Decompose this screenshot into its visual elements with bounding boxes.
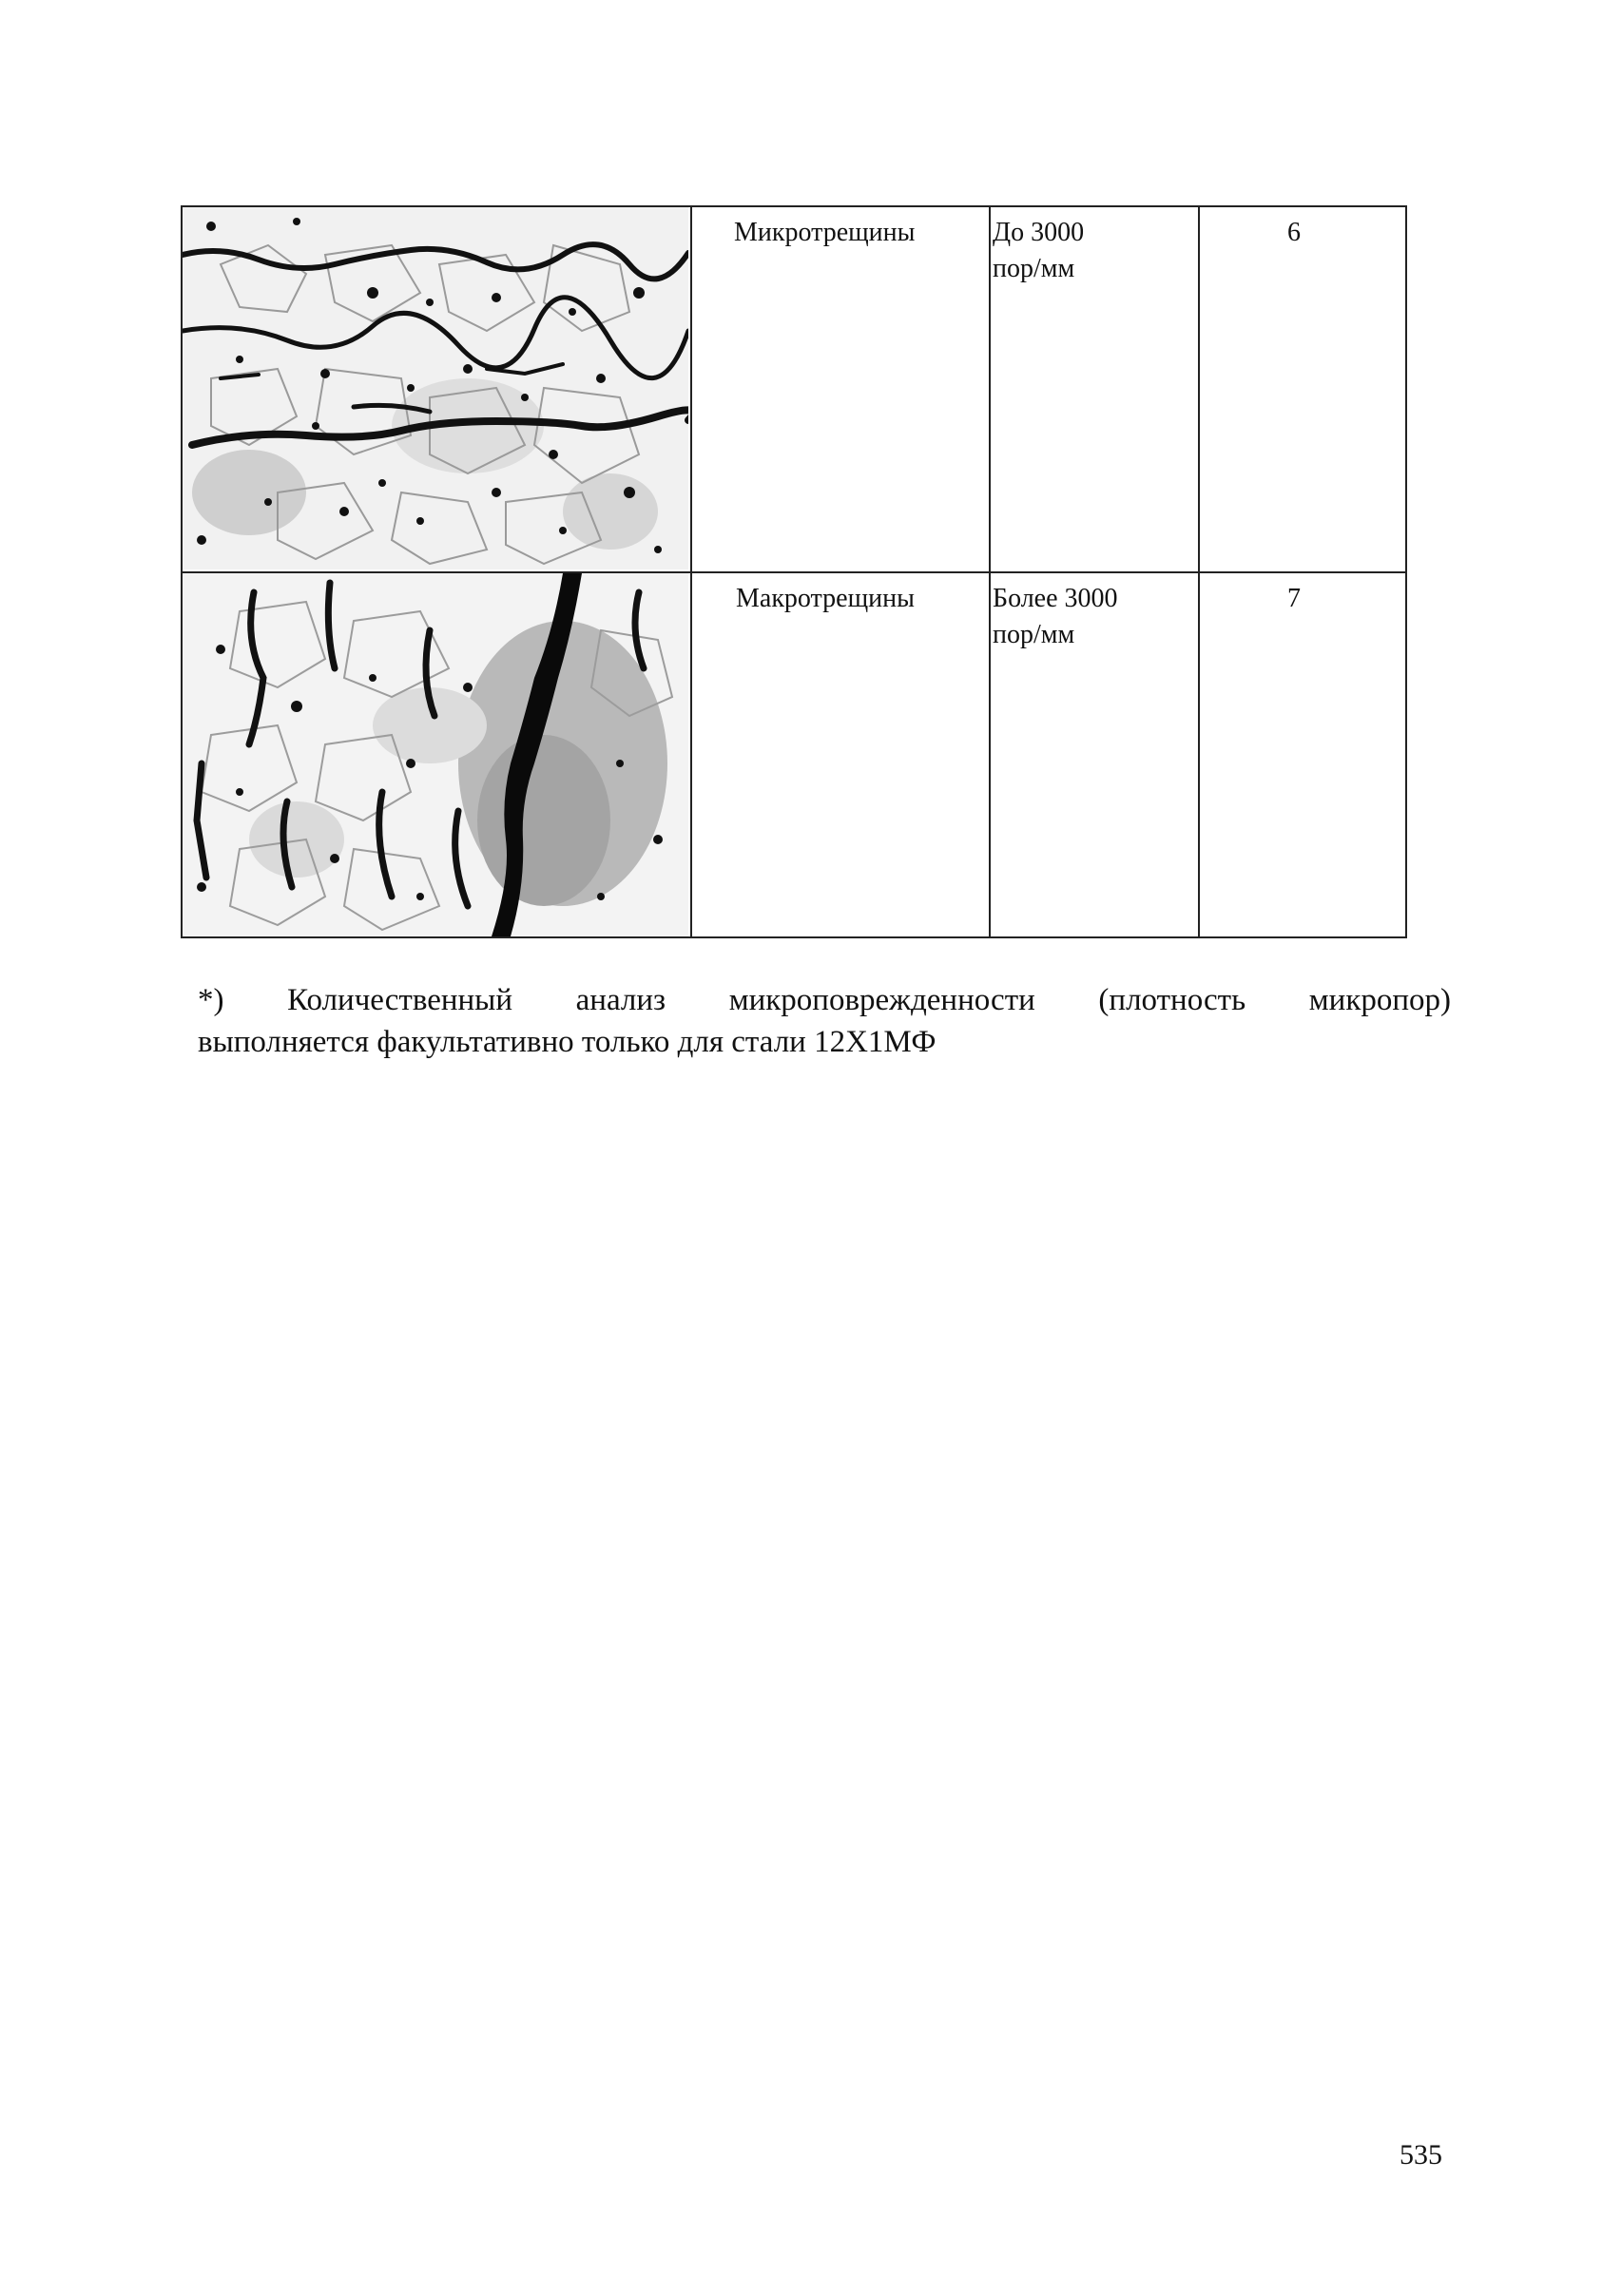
pore-density-value: До 3000 bbox=[993, 218, 1085, 247]
damage-classification-table bbox=[181, 205, 1407, 938]
pore-density-unit: пор/мм bbox=[993, 254, 1075, 283]
damage-type-label: Микротрещины bbox=[734, 218, 916, 247]
damage-score: 6 bbox=[1287, 218, 1301, 247]
micrograph-microcracks-image bbox=[183, 207, 688, 569]
footnote-line-1: *) Количественный анализ микроповрежденности (плотность микропор) bbox=[198, 983, 1451, 1017]
footnote-line-2: выполняется факультативно только для стали 12Х1МФ bbox=[198, 1025, 937, 1059]
pore-density-unit: пор/мм bbox=[993, 620, 1075, 649]
micrograph-microcracks bbox=[183, 207, 688, 569]
footnote bbox=[198, 979, 1451, 1063]
pore-density-value: Более 3000 bbox=[993, 584, 1118, 613]
page-number: 535 bbox=[1400, 2139, 1442, 2171]
micrograph-macrocrack bbox=[183, 573, 688, 936]
damage-type-label: Макротрещины bbox=[736, 584, 915, 613]
micrograph-macrocrack-image bbox=[183, 573, 688, 936]
damage-score: 7 bbox=[1287, 584, 1301, 613]
